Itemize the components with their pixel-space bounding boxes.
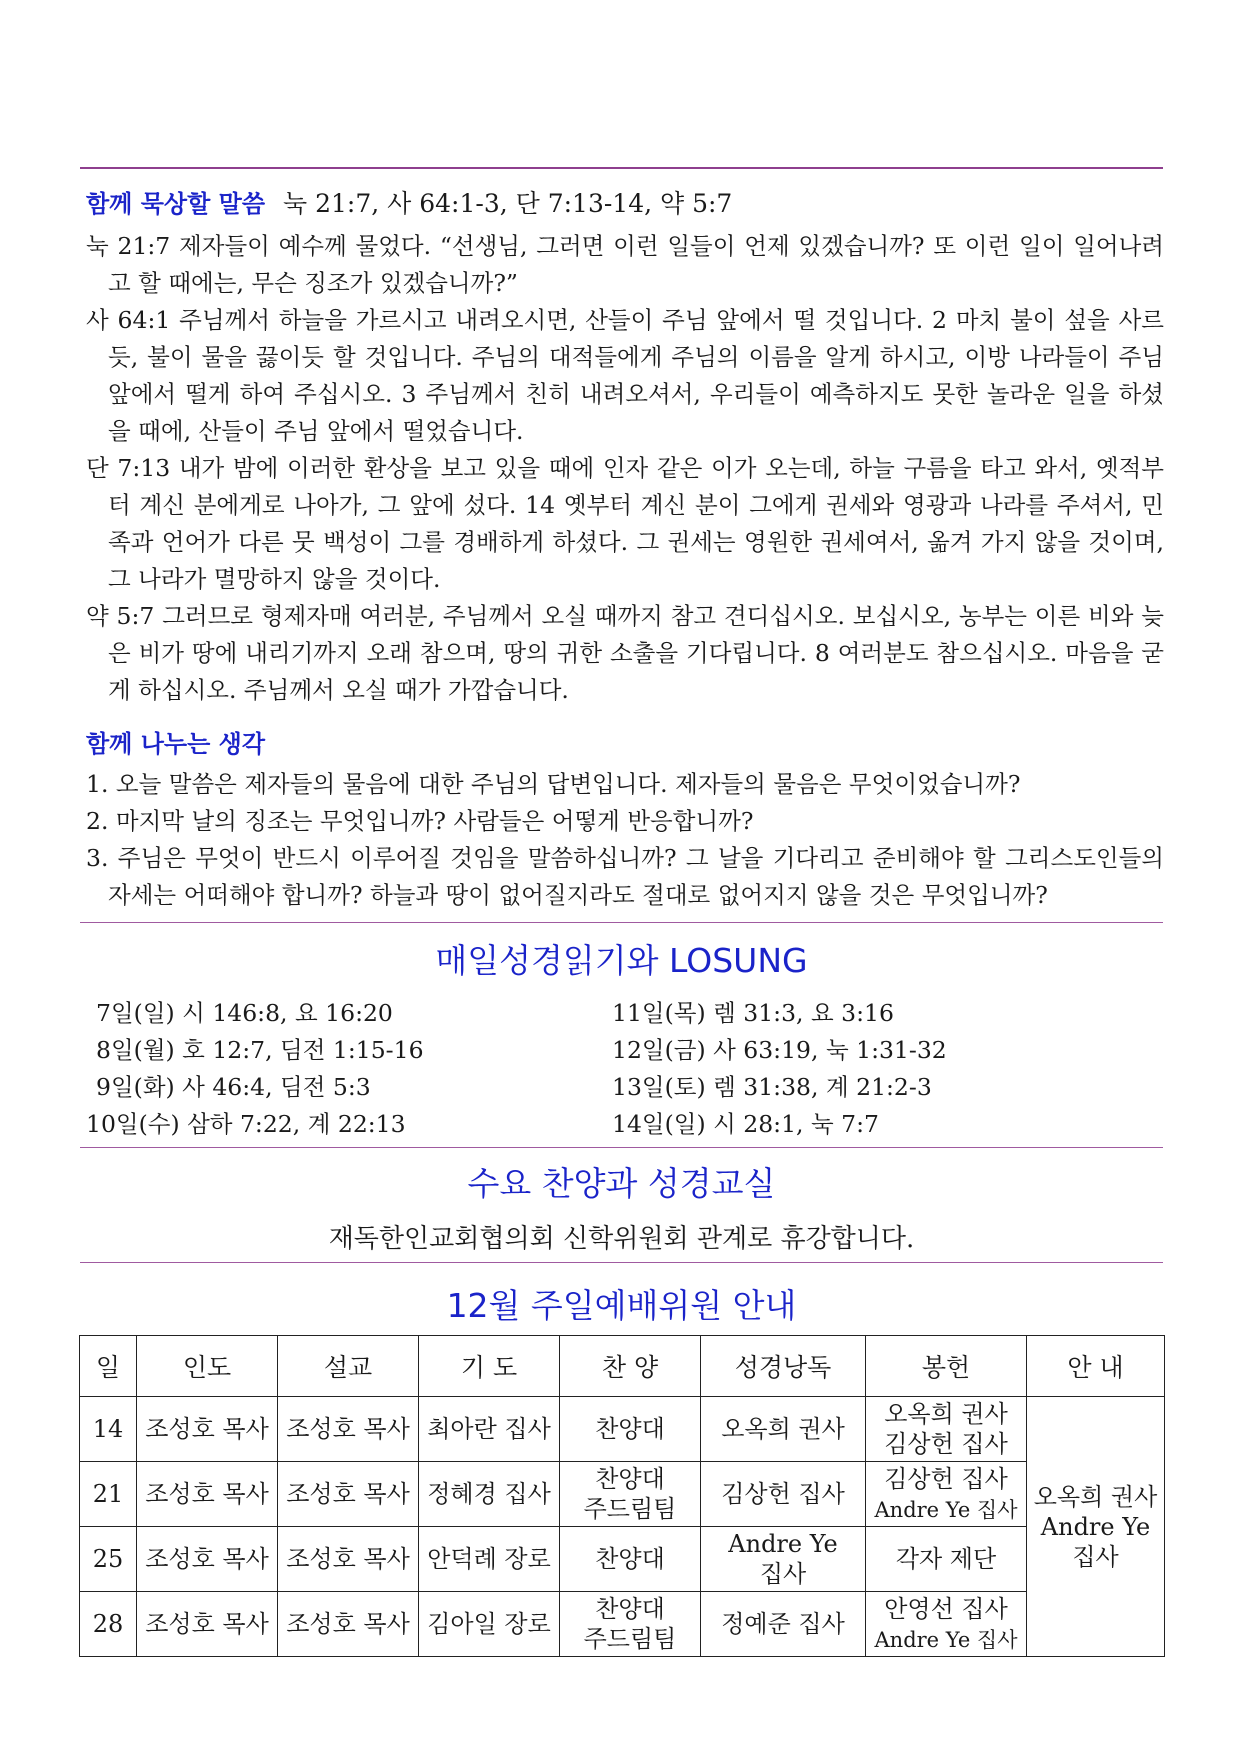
cell-prayer: 정혜경 집사 — [419, 1462, 560, 1527]
header-offering: 봉헌 — [866, 1336, 1027, 1397]
wednesday-class-title: 수요 찬양과 성경교실 — [467, 1164, 776, 1203]
divider — [80, 1147, 1163, 1148]
reading-item: 10일(수) 삼하 7:22, 계 22:13 — [86, 1110, 406, 1138]
wednesday-class-notice: 재독한인교회협의회 신학위원회 관계로 휴강합니다. — [328, 1224, 915, 1254]
cell-reading — [701, 1462, 866, 1527]
cell-line: Andre Ye 집사 — [874, 1627, 1018, 1652]
passage-luke: 눅 21:7 제자들이 예수께 물었다. “선생님, 그러면 이런 일들이 언제 있겠습니까? 또 이런 일이 일어나려고 할 때에는, 무슨 징조가 있겠습니까?” — [86, 232, 1164, 297]
cell-offering — [866, 1527, 1027, 1592]
cell-usher — [1027, 1397, 1165, 1657]
reading-item: 14일(일) 시 28:1, 눅 7:7 — [612, 1110, 879, 1138]
cell-line: 김상헌 집사 — [884, 1430, 1008, 1458]
table-row — [80, 1462, 1165, 1527]
cell-line: Andre Ye — [728, 1530, 838, 1558]
divider — [80, 1262, 1163, 1263]
cell-prayer: 안덕례 장로 — [419, 1527, 560, 1592]
cell-line: 각자 제단 — [895, 1545, 997, 1573]
cell-line: 주드림팀 — [583, 1495, 677, 1523]
daily-reading-title: 매일성경읽기와 LOSUNG — [435, 941, 808, 980]
cell-offering — [866, 1592, 1027, 1657]
cell-lead: 조성호 목사 — [137, 1527, 278, 1592]
header-prayer: 기 도 — [419, 1336, 560, 1397]
question-item: 3. 주님은 무엇이 반드시 이루어질 것임을 말씀하십니까? 그 날을 기다리고 준비해야 할 그리스도인들의 자세는 어떠해야 합니까? 하늘과 땅이 없어질지라도 절대로 없어지지 않을 것은 무엇입니까? — [86, 844, 1164, 909]
cell-reading — [701, 1527, 866, 1592]
meditation-heading-refs: 눅 21:7, 사 64:1-3, 단 7:13-14, 약 5:7 — [283, 189, 733, 218]
cell-line: 오옥희 권사 — [884, 1400, 1008, 1428]
header-praise: 찬 양 — [560, 1336, 701, 1397]
passage-isaiah: 사 64:1 주님께서 하늘을 가르시고 내려오시면, 산들이 주님 앞에서 떨 것입니다. 2 마치 불이 섶을 사르듯, 불이 물을 끓이듯 할 것입니다. 주님의 대적들에게 주님의 이름을 알게 하시고, 이방 나라들이 주님 앞에서 떨게 하여 주십시오. 3 주님께서 친히 내려오셔서, 우리들이 예측하지도 못한 놀라운 일을 하셨을 때에, 산들이 주님 앞에서 떨었습니다. — [86, 306, 1164, 445]
cell-sermon: 조성호 목사 — [278, 1462, 419, 1527]
cell-line: 김상헌 집사 — [884, 1464, 1008, 1493]
cell-praise — [560, 1397, 701, 1462]
cell-line: 오옥희 권사 — [721, 1415, 845, 1443]
cell-lead: 조성호 목사 — [137, 1397, 278, 1462]
question-item: 2. 마지막 날의 징조는 무엇입니까? 사람들은 어떻게 반응합니까? — [86, 807, 754, 835]
cell-line: 집사 — [759, 1560, 807, 1588]
cell-reading — [701, 1592, 866, 1657]
meditation-heading — [86, 184, 732, 220]
cell-lead: 조성호 목사 — [137, 1592, 278, 1657]
table-row — [80, 1527, 1165, 1592]
reading-item: 9일(화) 사 46:4, 딤전 5:3 — [96, 1073, 371, 1101]
cell-prayer: 김아일 장로 — [419, 1592, 560, 1657]
cell-day: 14 — [80, 1397, 137, 1462]
table-header-row — [80, 1336, 1165, 1397]
meditation-heading-label: 함께 묵상할 말씀 — [86, 190, 265, 218]
discussion-questions — [86, 766, 1164, 914]
cell-line: 찬양대 — [595, 1465, 665, 1493]
table-row — [80, 1592, 1165, 1657]
header-lead: 인도 — [137, 1336, 278, 1397]
cell-day: 25 — [80, 1527, 137, 1592]
header-day: 일 — [80, 1336, 137, 1397]
cell-line: 정예준 집사 — [721, 1610, 845, 1638]
sharing-heading: 함께 나누는 생각 — [86, 730, 265, 758]
cell-line: 오옥희 권사 — [1033, 1482, 1158, 1511]
reading-item: 11일(목) 렘 31:3, 요 3:16 — [612, 999, 894, 1027]
cell-line: 김상헌 집사 — [721, 1480, 845, 1508]
cell-line: 집사 — [1072, 1542, 1119, 1571]
header-reading: 성경낭독 — [701, 1336, 866, 1397]
cell-line: Andre Ye 집사 — [874, 1497, 1018, 1522]
cell-reading — [701, 1397, 866, 1462]
cell-praise — [560, 1462, 701, 1527]
cell-line: 찬양대 — [595, 1415, 665, 1443]
cell-lead: 조성호 목사 — [137, 1462, 278, 1527]
question-item: 1. 오늘 말씀은 제자들의 물음에 대한 주님의 답변입니다. 제자들의 물음은 무엇이었습니까? — [86, 770, 1021, 798]
divider — [80, 922, 1163, 923]
cell-sermon: 조성호 목사 — [278, 1397, 419, 1462]
cell-offering — [866, 1462, 1027, 1527]
cell-praise — [560, 1592, 701, 1657]
reading-item: 8일(월) 호 12:7, 딤전 1:15-16 — [96, 1036, 424, 1064]
passage-daniel: 단 7:13 내가 밤에 이러한 환상을 보고 있을 때에 인자 같은 이가 오는데, 하늘 구름을 타고 와서, 옛적부터 계신 분에게로 나아가, 그 앞에 섰다. 14 옛부터 계신 분이 그에게 권세와 영광과 나라를 주셔서, 민족과 언어가 다른 뭇 백성이 그를 경배하게 하셨다. 그 권세는 영원한 권세여서, 옮겨 가지 않을 것이며, 그 나라가 멸망하지 않을 것이다. — [86, 454, 1164, 593]
cell-line: 찬양대 — [595, 1595, 665, 1623]
reading-item: 13일(토) 렘 31:38, 계 21:2-3 — [612, 1073, 932, 1101]
cell-sermon: 조성호 목사 — [278, 1592, 419, 1657]
roster-title: 12월 주일예배위원 안내 — [446, 1286, 797, 1325]
cell-line: Andre Ye — [1040, 1512, 1151, 1541]
table-row — [80, 1397, 1165, 1462]
cell-line: 주드림팀 — [583, 1625, 677, 1653]
cell-prayer: 최아란 집사 — [419, 1397, 560, 1462]
cell-offering — [866, 1397, 1027, 1462]
cell-day: 21 — [80, 1462, 137, 1527]
top-divider — [80, 167, 1163, 169]
passage-james: 약 5:7 그러므로 형제자매 여러분, 주님께서 오실 때까지 참고 견디십시오. 보십시오, 농부는 이른 비와 늦은 비가 땅에 내리기까지 오래 참으며, 땅의 귀한 소출을 기다립니다. 8 여러분도 참으십시오. 마음을 굳게 하십시오. 주님께서 오실 때가 가깝습니다. — [86, 602, 1164, 704]
cell-sermon: 조성호 목사 — [278, 1527, 419, 1592]
cell-line: 안영선 집사 — [884, 1594, 1008, 1623]
reading-item: 7일(일) 시 146:8, 요 16:20 — [96, 999, 393, 1027]
reading-item: 12일(금) 사 63:19, 눅 1:31-32 — [612, 1036, 947, 1064]
header-usher: 안 내 — [1027, 1336, 1165, 1397]
cell-line: 찬양대 — [595, 1545, 665, 1573]
cell-day: 28 — [80, 1592, 137, 1657]
header-sermon: 설교 — [278, 1336, 419, 1397]
scripture-passages — [86, 228, 1164, 709]
cell-praise — [560, 1527, 701, 1592]
worship-roster-table — [79, 1335, 1165, 1657]
